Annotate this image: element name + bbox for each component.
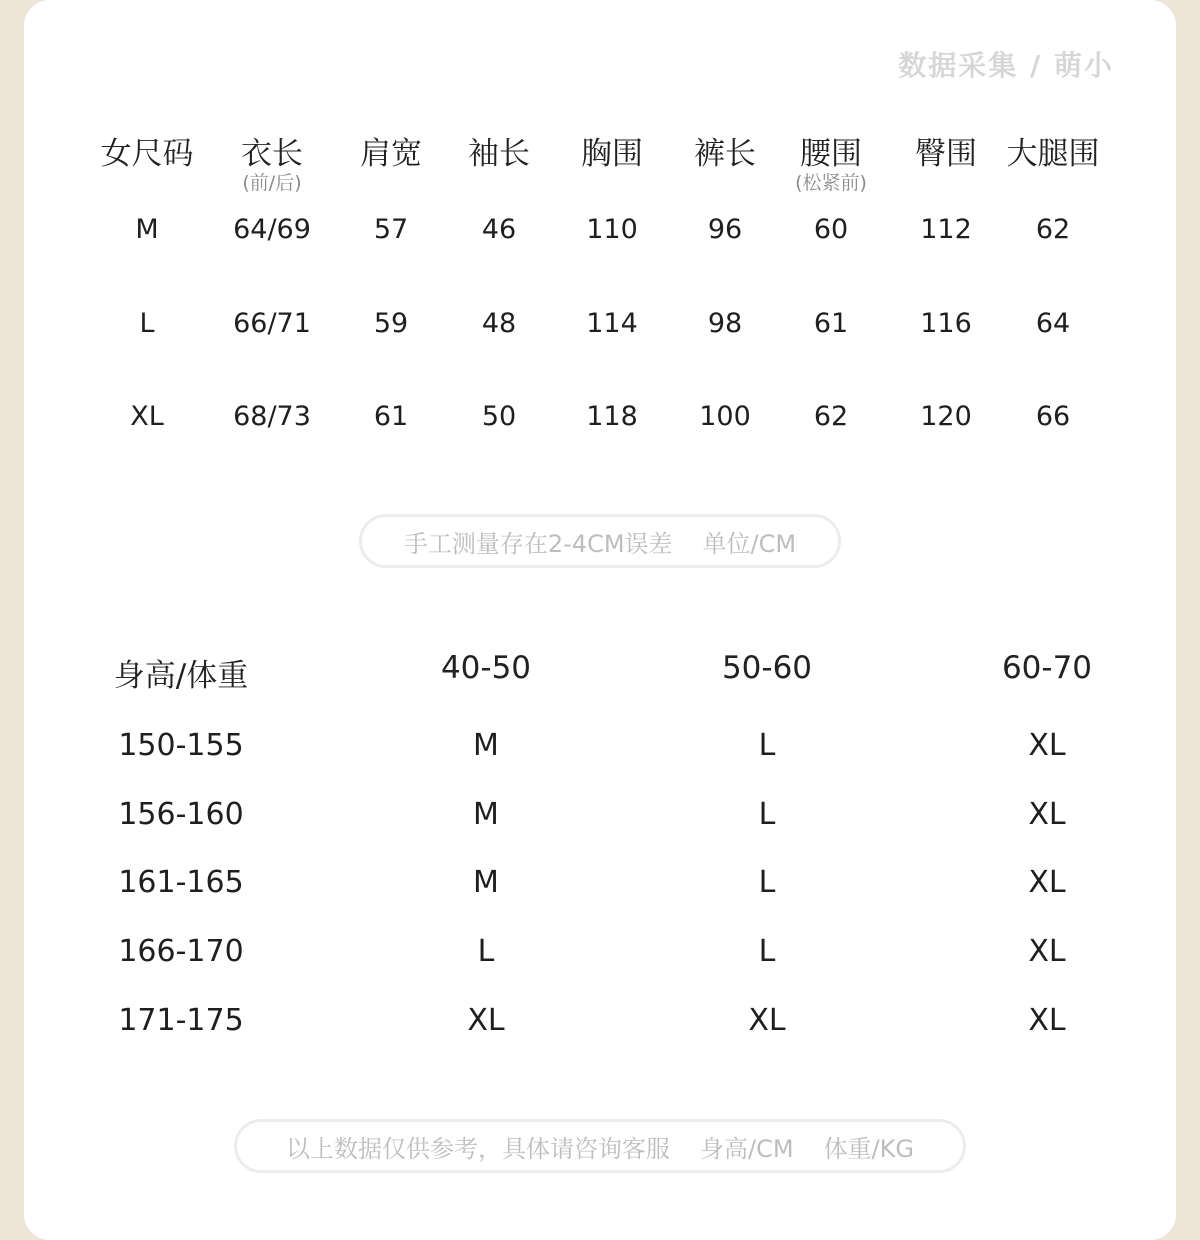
- measurement-note: [359, 514, 841, 568]
- size-cell: 48: [481, 308, 517, 339]
- size-cell: 110: [586, 214, 638, 245]
- size-cell: 120: [920, 401, 972, 432]
- size-cell: 61: [373, 401, 409, 432]
- size-cell: 116: [920, 308, 972, 339]
- measurement-note-unit: 单位/CM: [702, 529, 797, 558]
- fit-cell: L: [758, 865, 776, 900]
- size-cell: 64: [1035, 308, 1071, 339]
- fit-cell: XL: [1028, 934, 1066, 969]
- size-cell: 59: [373, 308, 409, 339]
- size-cell: M: [135, 214, 159, 245]
- size-header-7: 臀围: [915, 136, 977, 172]
- data-credit: 数据采集 / 萌小: [898, 49, 1114, 82]
- size-cell: 68/73: [233, 401, 311, 432]
- size-header-8: 大腿围: [1006, 136, 1100, 172]
- size-header-sub-6: (松紧前): [795, 172, 867, 194]
- fit-cell: 166-170: [118, 934, 244, 969]
- fit-cell: XL: [1028, 865, 1066, 900]
- size-header-5: 裤长: [694, 136, 756, 172]
- fit-header-3: 60-70: [1001, 650, 1093, 686]
- size-header-1: 衣长: [241, 136, 303, 172]
- size-cell: 60: [813, 214, 849, 245]
- size-cell: 62: [813, 401, 849, 432]
- fit-header-1: 40-50: [440, 650, 532, 686]
- size-cell: 64/69: [233, 214, 311, 245]
- fit-cell: XL: [1028, 1003, 1066, 1038]
- size-header-4: 胸围: [581, 136, 643, 172]
- size-cell: 118: [586, 401, 638, 432]
- fit-cell: 150-155: [118, 728, 244, 763]
- fit-cell: XL: [467, 1003, 505, 1038]
- fit-cell: XL: [1028, 797, 1066, 832]
- fit-cell: XL: [1028, 728, 1066, 763]
- size-cell: 96: [707, 214, 743, 245]
- measurement-note-text: 手工测量存在2-4CM误差: [403, 529, 673, 558]
- fit-header-2: 50-60: [721, 650, 813, 686]
- fit-cell: L: [477, 934, 495, 969]
- size-cell: 66/71: [233, 308, 311, 339]
- size-header-6: 腰围: [800, 136, 862, 172]
- size-cell: 100: [699, 401, 751, 432]
- size-cell: XL: [130, 401, 164, 432]
- size-header-3: 袖长: [468, 136, 530, 172]
- fit-cell: L: [758, 728, 776, 763]
- size-cell: 62: [1035, 214, 1071, 245]
- fit-cell: XL: [748, 1003, 786, 1038]
- size-header-2: 肩宽: [360, 136, 422, 172]
- fit-cell: L: [758, 934, 776, 969]
- size-cell: 112: [920, 214, 972, 245]
- size-cell: 66: [1035, 401, 1071, 432]
- fit-cell: M: [473, 865, 499, 900]
- reference-note-unit-height: 身高/CM: [700, 1134, 794, 1163]
- size-chart-card: [24, 0, 1176, 1240]
- fit-cell: 156-160: [118, 797, 244, 832]
- size-cell: 61: [813, 308, 849, 339]
- fit-header-0: 身高/体重: [113, 658, 249, 694]
- size-cell: 114: [586, 308, 638, 339]
- size-header-0: 女尺码: [100, 136, 194, 172]
- size-cell: 57: [373, 214, 409, 245]
- size-cell: 98: [707, 308, 743, 339]
- fit-cell: 161-165: [118, 865, 244, 900]
- reference-note-unit-weight: 体重/KG: [823, 1134, 914, 1163]
- fit-cell: 171-175: [118, 1003, 244, 1038]
- fit-cell: M: [473, 797, 499, 832]
- size-header-sub-1: (前/后): [242, 172, 302, 194]
- reference-note-text: 以上数据仅供参考，具体请咨询客服: [286, 1134, 670, 1163]
- reference-note: [234, 1119, 966, 1173]
- fit-cell: M: [473, 728, 499, 763]
- size-cell: 46: [481, 214, 517, 245]
- fit-cell: L: [758, 797, 776, 832]
- size-cell: 50: [481, 401, 517, 432]
- size-cell: L: [139, 308, 155, 339]
